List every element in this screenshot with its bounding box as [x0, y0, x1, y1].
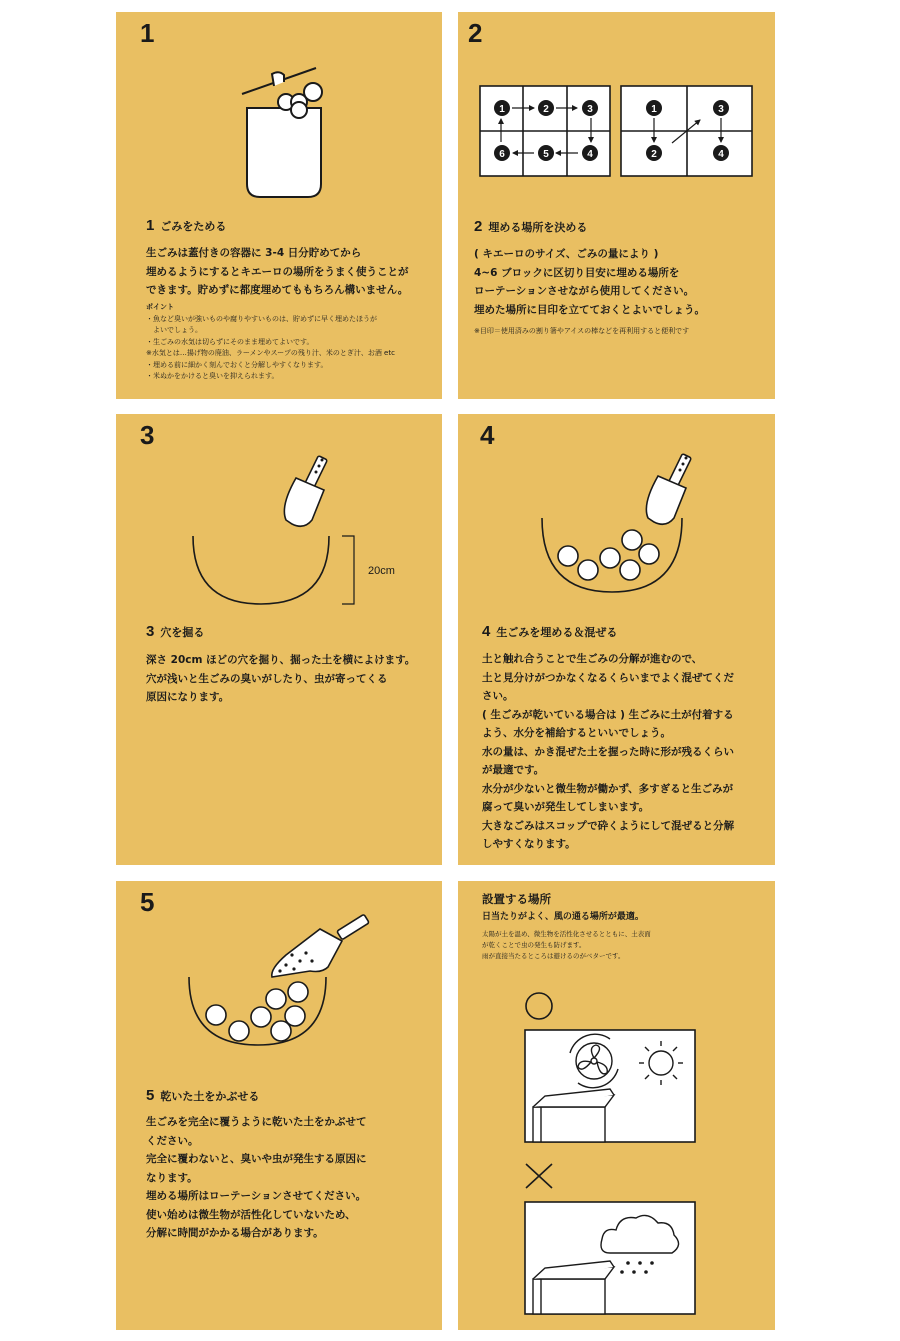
placement-lead: 日当たりがよく、風の通る場所が最適。	[482, 912, 644, 922]
step-number: 5	[140, 887, 155, 917]
grid-label-3: 3	[587, 104, 593, 115]
step-title: 2 埋める場所を決める	[474, 218, 588, 235]
step-5-panel	[116, 881, 442, 1330]
composter-box-icon	[533, 1261, 614, 1314]
good-mark-icon	[526, 993, 552, 1019]
step-title: 3 穴を掘る	[146, 623, 205, 640]
step-note: ※目印＝使用済みの割り箸やアイスの棒などを再利用すると便利です	[474, 327, 690, 335]
trash-can-icon	[116, 12, 442, 212]
shovel-icon	[272, 914, 369, 977]
bad-mark-icon	[526, 1164, 552, 1188]
shovel-icon	[646, 454, 691, 525]
step-title: 5 乾いた土をかぶせる	[146, 1087, 260, 1104]
step-number: 2	[468, 18, 483, 48]
step-body: 生ごみを完全に覆うように乾いた土をかぶせて ください。 完全に覆わないと、臭いや虫が発生する原因に なります。 埋める場所はローテーションさせてください。 使い始めは微生物が活性化していないため、 分解に時間がかかる場合があります。	[146, 1116, 367, 1239]
step-1-panel	[116, 12, 442, 399]
step-title-number: 5	[146, 1087, 155, 1104]
grid-label-6: 6	[499, 149, 505, 160]
shovel-hole-diagram	[116, 414, 442, 614]
step-body: 生ごみは蓋付きの容器に 3-4 日分貯めてから 埋めるようにするとキエーロの場所をうまく使うことが できます。貯めずに都度埋めてももちろん構いません。	[146, 247, 409, 296]
placement-illustrations	[458, 881, 775, 1330]
mixing-diagram	[458, 414, 775, 614]
grid-label-4: 4	[587, 149, 593, 160]
step-title-number: 3	[146, 623, 155, 640]
block-grid-diagram	[458, 12, 775, 212]
placement-panel	[458, 881, 775, 1330]
placement-details: 太陽が土を温め、微生物を活性化させるとともに、土表面 が乾くことで虫の発生も防げます。 雨が直接当たるところは避けるのがベターです。	[482, 930, 651, 960]
cover-soil-diagram	[116, 881, 442, 1081]
shovel-icon	[284, 456, 327, 527]
step-3-panel	[116, 414, 442, 865]
composter-box-icon	[533, 1089, 614, 1142]
placement-title: 設置する場所	[482, 892, 551, 906]
step-points: ポイント ・魚など臭いが強いものや腐りやすいものは、貯めずに早く埋めたほうが よいでしょう。 ・生ごみの水気は切らずにそのまま埋めてよいです。 ※水気とは…揚げ物の廃油、ラーメンやスープの残り汁、米のとぎ汁、お酒 etc ・埋める前に細かく刻んでおくと分解しやすくなります。 ・米ぬかをかけると臭いを抑えられます。	[146, 303, 395, 380]
points-heading: ポイント	[146, 303, 174, 311]
step-body: ( キエーロのサイズ、ごみの量により ) 4~6 ブロックに区切り目安に埋める場所を ローテーションさせながら使用してください。 埋めた場所に目印を立てておくとよいでしょう。	[474, 248, 705, 316]
grid-label-5: 5	[543, 149, 549, 160]
step-title-number: 2	[474, 218, 483, 235]
grid4-label-1: 1	[651, 104, 657, 115]
grid-label-1: 1	[499, 104, 505, 115]
depth-label: 20cm	[368, 565, 395, 577]
step-4-panel	[458, 414, 775, 865]
grid4-label-3: 3	[718, 104, 724, 115]
step-number: 1	[140, 18, 155, 48]
step-title-number: 4	[482, 623, 491, 640]
step-2-panel	[458, 12, 775, 399]
step-number: 3	[140, 420, 155, 450]
grid4-label-2: 2	[651, 149, 657, 160]
step-body: 土と触れ合うことで生ごみの分解が進むので、 土と見分けがつかなくなるくらいまでよく混ぜてくだ さい。 ( 生ごみが乾いている場合は ) 生ごみに土が付着する よう、水分を補給するといいでしょう。 水の量は、かき混ぜた土を握った時に形が残るくらい が最適です。 水分が少ないと微生物が働かず、多すぎると生ごみが 腐って臭いが発生してしまいます。 大きなごみはスコップで砕くようにして混ぜると分解 しやすくなります。	[482, 653, 735, 850]
grid-label-2: 2	[543, 104, 549, 115]
step-title: 1 ごみをためる	[146, 217, 227, 234]
step-number: 4	[480, 420, 495, 450]
grid4-label-4: 4	[718, 149, 724, 160]
step-body: 深さ 20cm ほどの穴を掘り、掘った土を横によけます。 穴が浅いと生ごみの臭いがしたり、虫が寄ってくる 原因になります。	[146, 654, 416, 703]
step-title-number: 1	[146, 217, 155, 234]
step-title: 4 生ごみを埋める＆混ぜる	[482, 623, 618, 640]
